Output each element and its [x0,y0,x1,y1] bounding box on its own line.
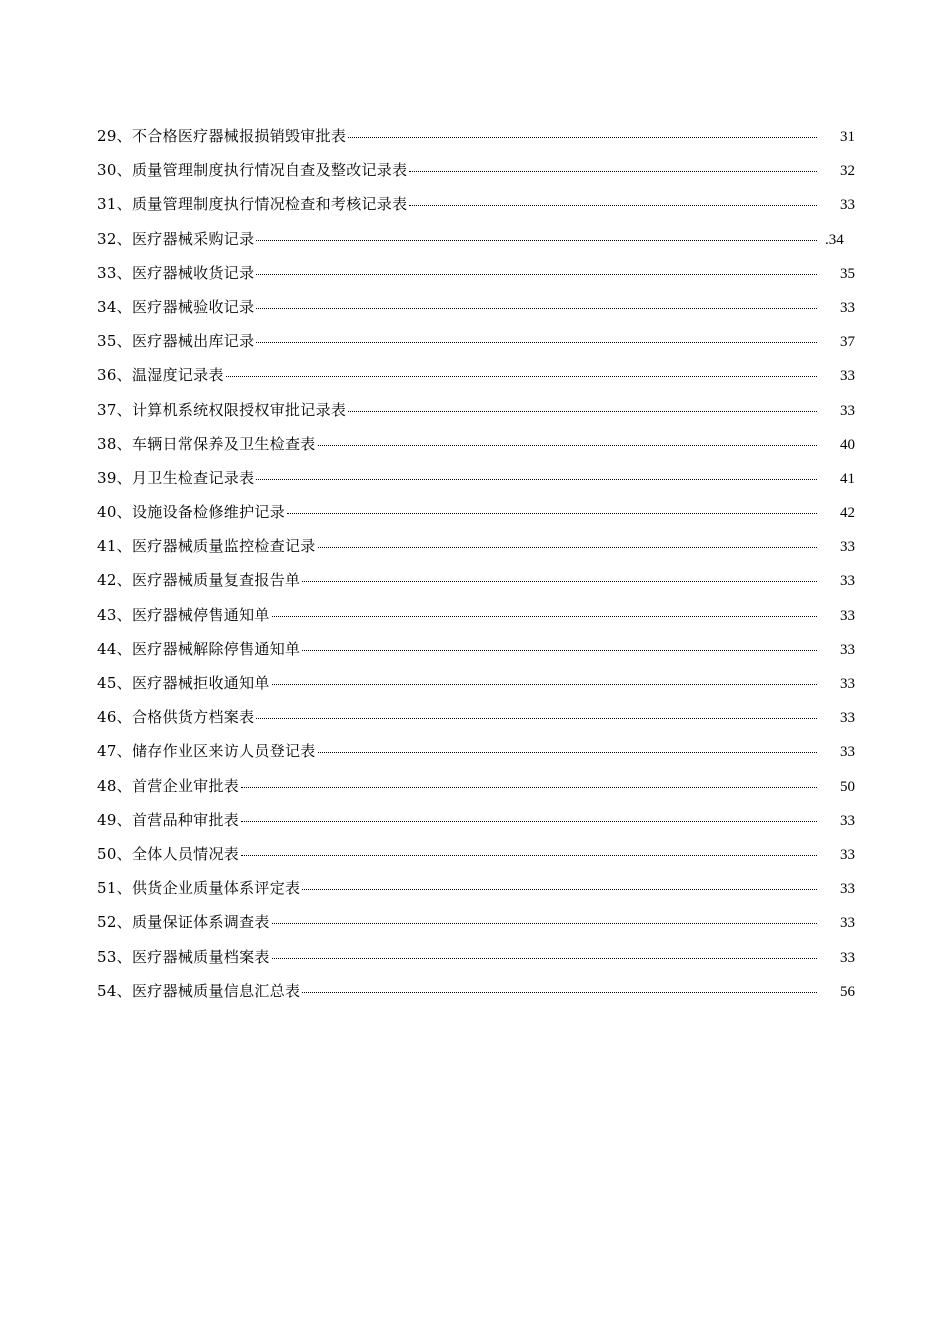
toc-page-number: 41 [840,470,855,487]
toc-page-number: 56 [840,983,855,1000]
toc-entry[interactable] [97,940,855,974]
toc-entry-title: 42、医疗器械质量复查报告单 [97,571,301,590]
toc-entry-title: 52、质量保证体系调查表 [97,913,270,932]
toc-entry-title: 51、供货企业质量体系评定表 [97,879,301,898]
toc-entry[interactable] [97,461,855,495]
toc-page-number: .34 [825,231,844,248]
toc-entry[interactable] [97,290,855,324]
toc-entry[interactable] [97,222,855,256]
toc-entry[interactable] [97,427,855,461]
toc-entry[interactable] [97,700,855,734]
toc-dot-leader [241,821,817,822]
toc-entry-title: 31、质量管理制度执行情况检查和考核记录表 [97,195,408,214]
toc-entry-title: 41、医疗器械质量监控检查记录 [97,537,316,556]
toc-entry[interactable] [97,803,855,837]
toc-entry-title: 33、医疗器械收货记录 [97,263,255,282]
toc-entry-title: 50、全体人员情况表 [97,844,240,863]
toc-page-number: 33 [840,368,855,385]
toc-entry-title: 45、医疗器械拒收通知单 [97,674,270,692]
toc-entry[interactable] [97,119,855,153]
toc-dot-leader [256,308,817,309]
toc-entry[interactable] [97,632,855,666]
toc-page-number: 33 [840,402,855,419]
toc-page-number: 33 [840,812,855,829]
toc-entry[interactable] [97,837,855,871]
toc-page-number: 50 [840,778,855,795]
toc-page-number: 33 [840,197,855,214]
toc-dot-leader [241,787,817,788]
toc-dot-leader [302,650,817,651]
toc-entry[interactable] [97,871,855,905]
toc-page-number: 42 [840,505,855,522]
toc-dot-leader [272,923,817,924]
toc-entry[interactable] [97,187,855,221]
toc-entry-title: 54、医疗器械质量信息汇总表 [97,981,301,1000]
toc-entry-title: 44、医疗器械解除停售通知单 [97,639,301,658]
toc-entry-title: 38、车辆日常保养及卫生检查表 [97,434,316,453]
toc-entry-title: 35、医疗器械出库记录 [97,332,255,351]
toc-entry[interactable] [97,153,855,187]
toc-entry-title: 53、医疗器械质量档案表 [97,947,270,966]
toc-entry[interactable] [97,734,855,768]
toc-dot-leader [226,376,817,377]
toc-entry[interactable] [97,358,855,392]
toc-page-number: 37 [840,334,855,351]
toc-entry-title: 49、首营品种审批表 [97,810,240,829]
toc-page-number: 33 [840,710,855,727]
toc-dot-leader [256,479,817,480]
toc-dot-leader [272,616,817,617]
toc-page-number: 33 [840,881,855,898]
toc-entry-title: 29、不合格医疗器械报损销毁审批表 [97,127,347,145]
toc-entry[interactable] [97,495,855,529]
table-of-contents [97,119,855,1008]
toc-page-number: 33 [840,539,855,556]
toc-page-number: 33 [840,607,855,624]
toc-entry-title: 46、合格供货方档案表 [97,708,255,727]
toc-page-number: 33 [840,299,855,316]
toc-dot-leader [302,992,817,993]
toc-dot-leader [318,445,817,446]
toc-page-number: 32 [840,163,855,180]
toc-entry-title: 32、医疗器械采购记录 [97,229,255,248]
toc-entry[interactable] [97,393,855,427]
toc-page-number: 33 [840,676,855,692]
toc-dot-leader [272,958,817,959]
toc-page-number: 33 [840,573,855,590]
toc-dot-leader [256,240,817,241]
toc-entry[interactable] [97,256,855,290]
toc-entry-title: 48、首营企业审批表 [97,776,240,795]
toc-dot-leader [241,855,817,856]
toc-dot-leader [256,274,817,275]
toc-dot-leader [272,684,817,685]
toc-dot-leader [318,752,817,753]
toc-page-number: 35 [840,265,855,282]
toc-entry[interactable] [97,598,855,632]
toc-entry[interactable] [97,769,855,803]
toc-entry[interactable] [97,529,855,563]
toc-page-number: 33 [840,949,855,966]
toc-page-number: 40 [840,436,855,453]
toc-entry[interactable] [97,974,855,1008]
toc-entry-title: 43、医疗器械停售通知单 [97,605,270,624]
toc-entry-title: 34、医疗器械验收记录 [97,297,255,316]
toc-entry[interactable] [97,666,855,700]
toc-dot-leader [348,411,817,412]
toc-entry-title: 47、储存作业区来访人员登记表 [97,742,316,761]
toc-dot-leader [318,547,817,548]
toc-entry[interactable] [97,324,855,358]
toc-page-number: 33 [840,641,855,658]
toc-dot-leader [409,171,817,172]
toc-page-number: 31 [840,129,855,145]
toc-dot-leader [348,137,817,138]
toc-page-number: 33 [840,915,855,932]
toc-entry-title: 39、月卫生检查记录表 [97,468,255,487]
toc-dot-leader [256,718,817,719]
toc-entry[interactable] [97,905,855,939]
toc-entry-title: 40、设施设备检修维护记录 [97,503,285,522]
toc-entry-title: 36、温湿度记录表 [97,366,224,385]
toc-entry[interactable] [97,563,855,597]
toc-entry-title: 30、质量管理制度执行情况自查及整改记录表 [97,161,408,180]
toc-dot-leader [409,205,817,206]
toc-page-number: 33 [840,846,855,863]
toc-entry-title: 37、计算机系统权限授权审批记录表 [97,400,347,419]
toc-dot-leader [287,513,817,514]
toc-dot-leader [302,581,817,582]
toc-page-number: 33 [840,744,855,761]
toc-dot-leader [302,889,817,890]
toc-dot-leader [256,342,817,343]
